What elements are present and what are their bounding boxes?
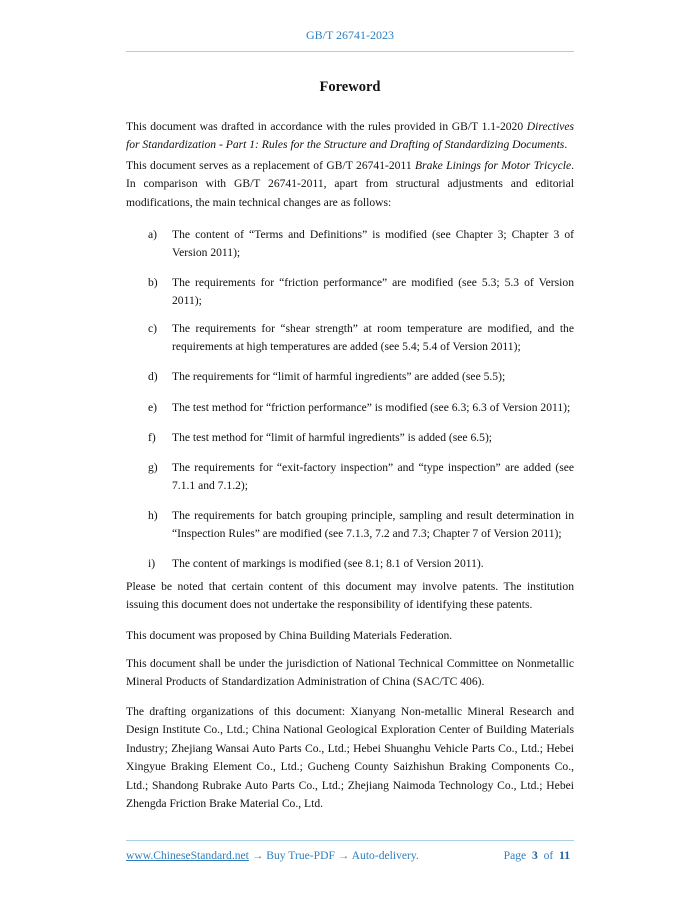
text: . <box>564 138 568 152</box>
page-number <box>504 849 570 862</box>
paragraph-replacement <box>126 157 574 212</box>
paragraph-drafting-rules <box>126 118 574 155</box>
header-standard-code: GB/T 26741-2023 <box>305 28 395 42</box>
total-pages: 11 <box>559 849 570 862</box>
list-marker: e) <box>148 401 158 414</box>
header-divider <box>126 51 574 52</box>
list-text: The content of markings is modified (see 8.1; 8.1 of Version 2011). <box>172 557 484 570</box>
list-text: The requirements for “limit of harmful ingredients” are added (see 5.5); <box>172 370 506 383</box>
website-link[interactable]: www.ChineseStandard.net <box>126 849 249 862</box>
list-marker: c) <box>148 322 158 335</box>
text: This document was drafted in accordance with the rules provided in GB/T 1.1-2020 <box>126 120 527 133</box>
list-text: The requirements for “exit-factory inspection” and “type inspection” are added (see 7.1.1 and 7.1.2); <box>172 461 574 493</box>
list-item <box>148 274 574 311</box>
list-marker: i) <box>148 557 156 570</box>
list-text: The requirements for “shear strength” at room temperature are modified, and the requirements at high temperatures are added (see 5.4; 5.4 of Version 2011); <box>172 322 574 354</box>
footer <box>126 849 574 862</box>
list-text: The requirements for batch grouping principle, sampling and result determination in “Inspection Rules” are modified (see 7.1.3, 7.2 and 7.3; Chapter 7 of Version 2011); <box>172 509 574 541</box>
current-page: 3 <box>531 849 538 862</box>
paragraph-drafting-organizations: The drafting organizations of this document: Xianyang Non-metallic Mineral Research and Design Institute Co., Ltd.; China National Geological Exploration Center of Building Materials Industry; Zhejiang Wansai Auto Parts Co., Ltd.; Hebei Shuanghu Vehicle Parts Co., Ltd.; Hebei Xingyue Braking Element Co., Ltd.; Gucheng County Saizhishun Braking Components Co., Ltd.; Shandong Rubrake Auto Parts Co., Ltd.; Zhejiang Naimoda Technology Co., Ltd.; Hebei Zhengda Friction Brake Material Co., Ltd. <box>126 705 574 811</box>
footer-divider <box>126 840 574 841</box>
list-item <box>148 507 574 544</box>
list-marker: f) <box>148 431 156 444</box>
footer-text: → Buy True-PDF → Auto-delivery. <box>248 849 419 862</box>
paragraph-jurisdiction: This document shall be under the jurisdiction of National Technical Committee on Nonmetallic Mineral Products of Standardization Administration of China (SAC/TC 406). <box>126 657 574 689</box>
list-item <box>148 320 574 357</box>
list-marker: h) <box>148 509 158 522</box>
paragraph-proposed-by: This document was proposed by China Building Materials Federation. <box>126 629 453 642</box>
list-item <box>148 368 574 386</box>
of-label: of <box>543 849 554 862</box>
referenced-title: Brake Linings for Motor Tricycle <box>415 159 572 172</box>
page-label: Page <box>503 849 527 862</box>
paragraph-patents: Please be noted that certain content of this document may involve patents. The institution issuing this document does not undertake the responsibility of identifying these patents. <box>126 580 574 612</box>
referenced-title: Directives for Standardization - Part 1: Rules for the Structure and Drafting of Standardizing Documents <box>126 120 574 152</box>
list-item <box>148 459 574 496</box>
list-text: The test method for “limit of harmful ingredients” is added (see 6.5); <box>172 431 493 444</box>
text: This document serves as a replacement of GB/T 26741-2011 <box>126 159 416 172</box>
list-marker: d) <box>148 370 158 383</box>
list-marker: b) <box>148 276 158 289</box>
text: . In comparison with GB/T 26741-2011, apart from structural adjustments and editorial modifications, the main technical changes are as follows: <box>126 159 574 209</box>
list-text: The test method for “friction performance” is modified (see 6.3; 6.3 of Version 2011); <box>172 401 571 414</box>
list-item <box>148 555 574 573</box>
list-item <box>148 226 574 263</box>
list-text: The requirements for “friction performance” are modified (see 5.3; 5.3 of Version 2011); <box>172 276 574 308</box>
list-item <box>148 429 574 447</box>
list-text: The content of “Terms and Definitions” is modified (see Chapter 3; Chapter 3 of Version 2011); <box>172 228 574 260</box>
list-marker: a) <box>148 228 158 241</box>
list-item <box>148 399 574 417</box>
page-title: Foreword <box>319 79 381 95</box>
list-marker: g) <box>148 461 158 474</box>
